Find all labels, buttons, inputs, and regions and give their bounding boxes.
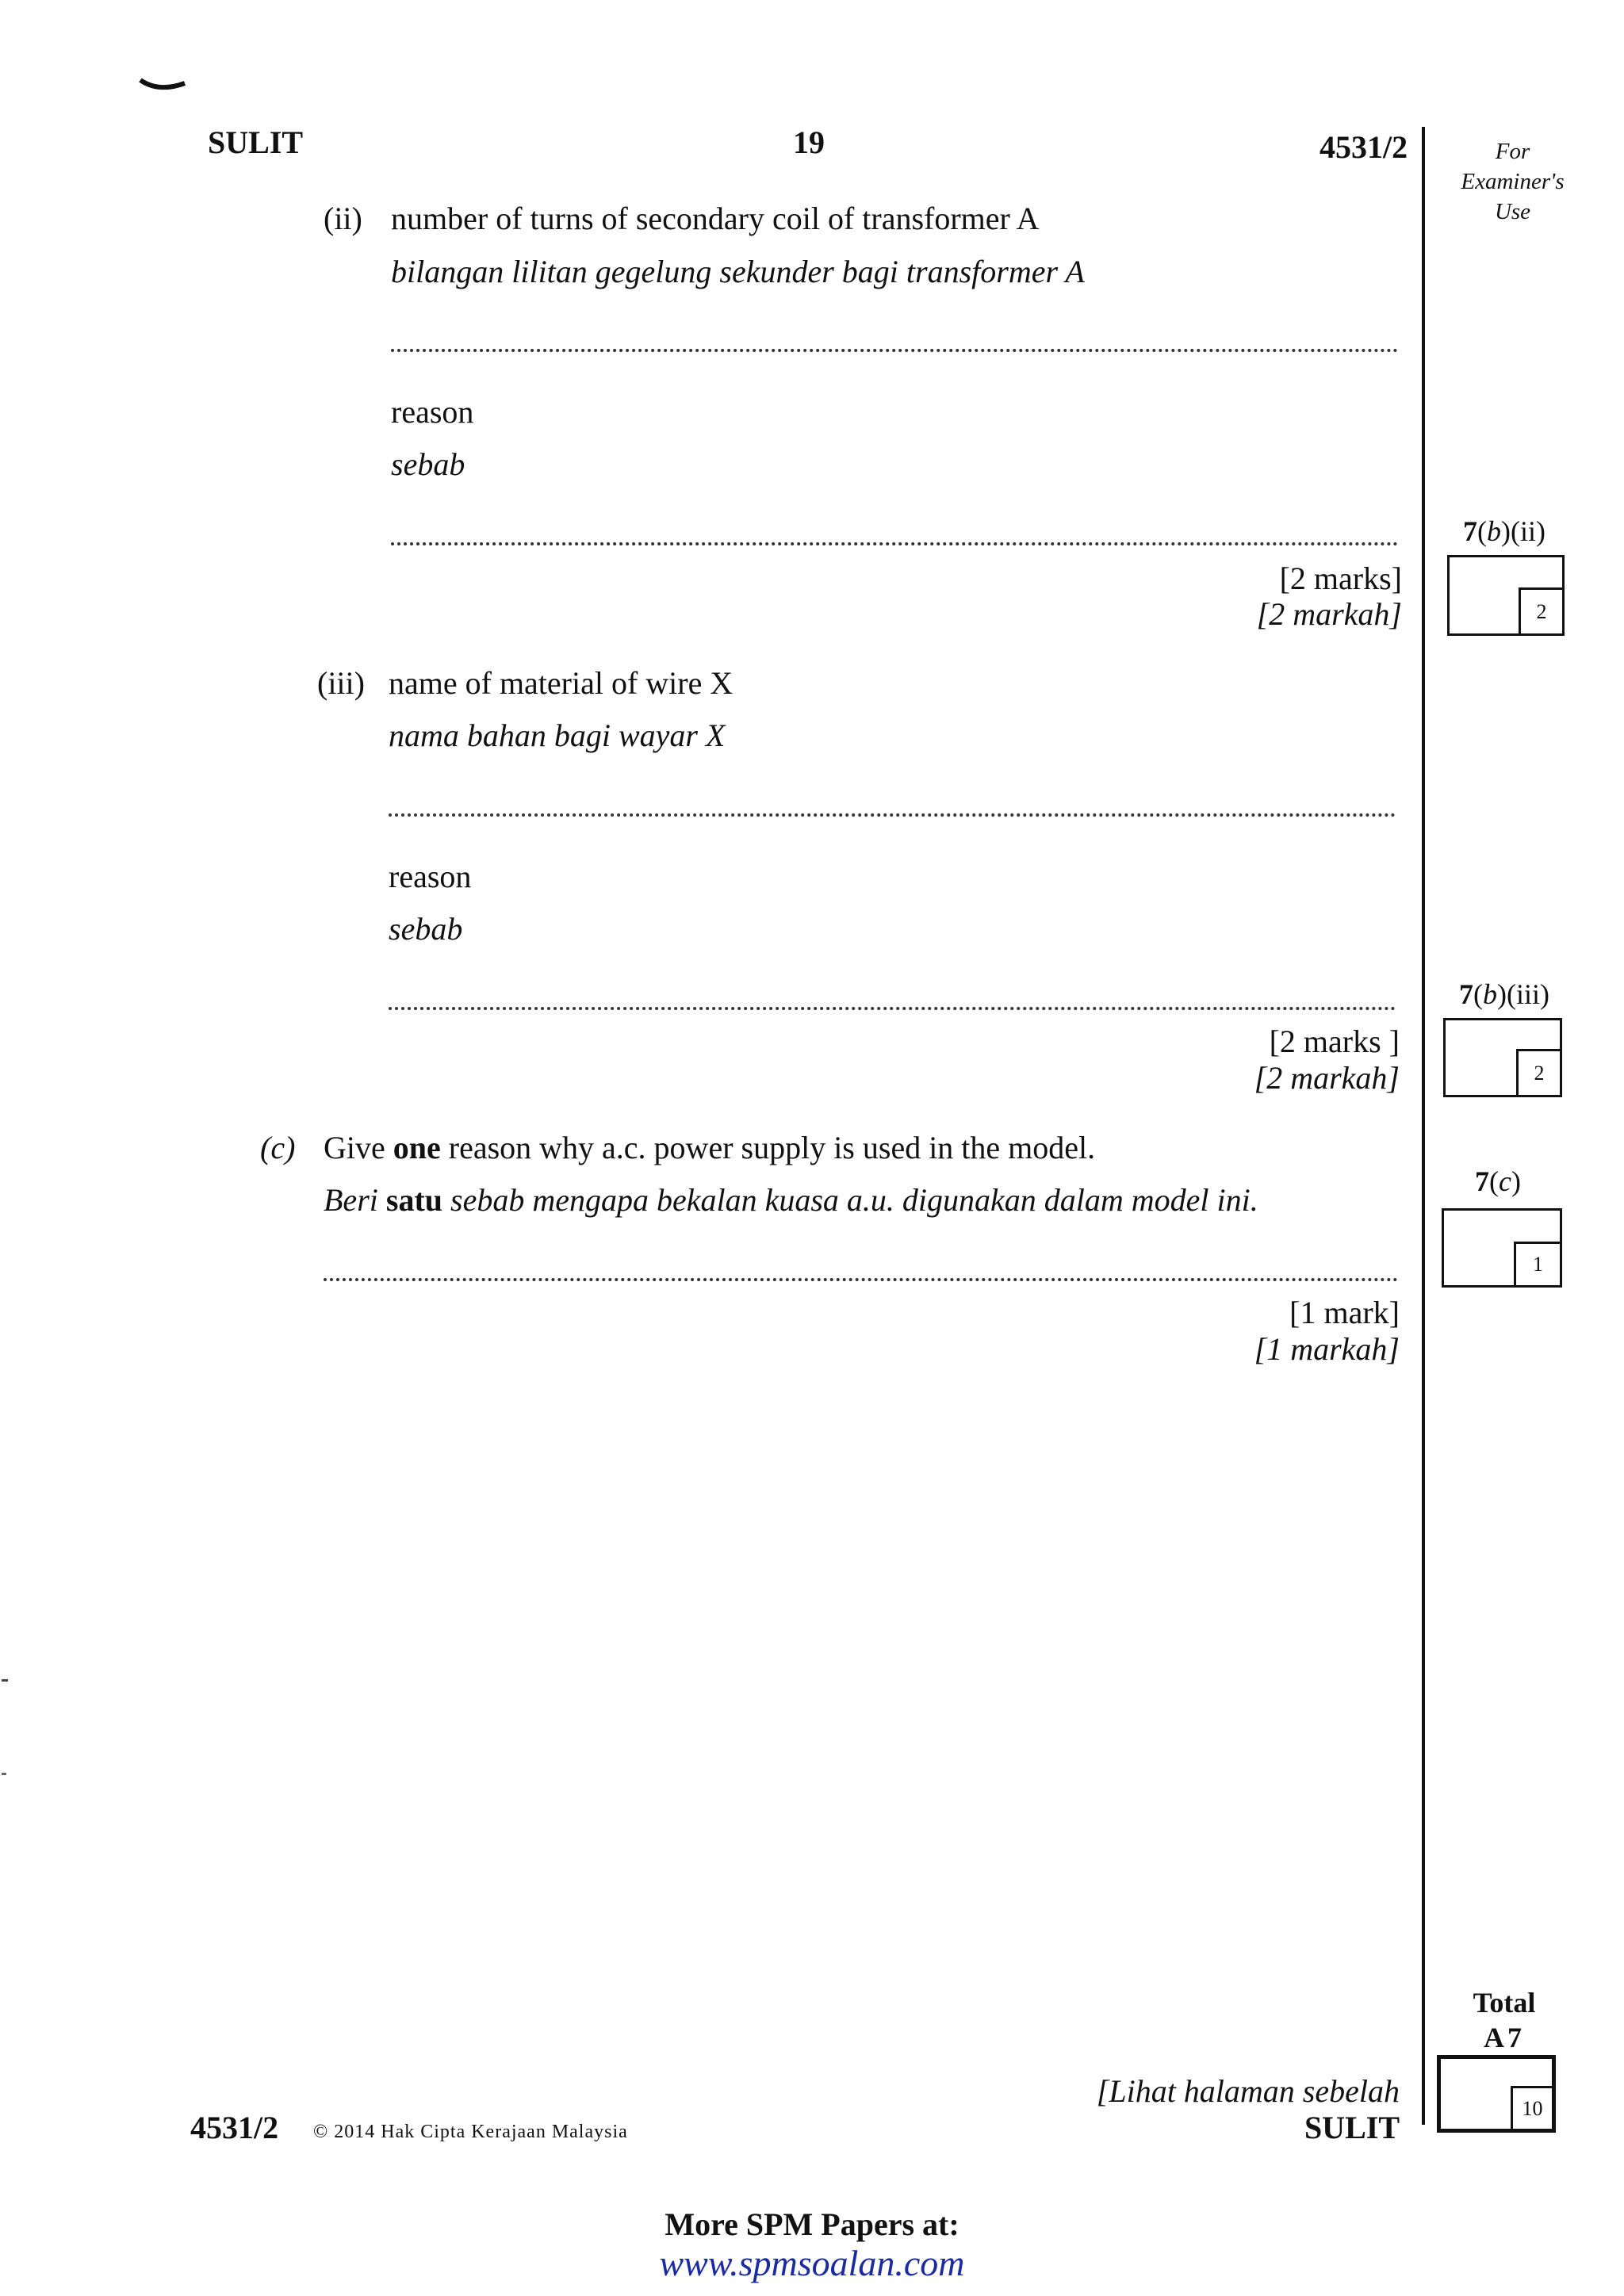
q7b-iii-answer-line-2[interactable] (389, 1007, 1396, 1010)
total-max-score: 10 (1511, 2086, 1552, 2129)
q7c-marks-ms: [1 markah] (1254, 1331, 1400, 1367)
q7b-ii-question-en: number of turns of secondary coil of transformer A (391, 201, 1040, 236)
total-score-box[interactable] (1437, 2055, 1556, 2133)
q7c-box-label: 7(c) (1475, 1165, 1521, 1197)
total-label: Total (1473, 1987, 1536, 2019)
q7b-iii-question-en: name of material of wire X (389, 665, 733, 701)
q7b-iii-question-ms: nama bahan bagi wayar X (389, 718, 726, 753)
q7c-answer-line[interactable] (324, 1278, 1398, 1281)
q7b-iii-answer-line-1[interactable] (389, 813, 1396, 817)
q7c-marks-en: [1 mark] (1289, 1295, 1400, 1330)
q7c-question-en: Give one reason why a.c. power supply is used in the model. (324, 1130, 1096, 1165)
header-sulit: SULIT (208, 124, 304, 160)
total-section: A7 (1484, 2022, 1525, 2053)
q7b-ii-box-label: 7(b)(ii) (1463, 515, 1545, 547)
q7b-iii-max-score: 2 (1516, 1049, 1560, 1095)
examiner-column-title: For Examiner's Use (1461, 139, 1565, 224)
footer-copyright: © 2014 Hak Cipta Kerajaan Malaysia (313, 2122, 628, 2142)
footer-code: 4531/2 (190, 2110, 279, 2145)
examiner-margin-line (1422, 127, 1425, 2125)
q7b-ii-marks-ms: [2 markah] (1256, 596, 1402, 632)
q7b-iii-reason-en: reason (389, 859, 472, 894)
promo-link[interactable]: www.spmsoalan.com (659, 2243, 965, 2283)
q7b-iii-reason-ms: sebab (389, 911, 463, 947)
q7c-question-ms: Beri satu sebab mengapa bekalan kuasa a.u. digunakan dalam model ini. (324, 1182, 1258, 1218)
q7b-iii-marks-ms: [2 markah] (1254, 1060, 1400, 1096)
q7b-ii-answer-line-2[interactable] (391, 542, 1398, 545)
q7c-score-box[interactable] (1442, 1208, 1562, 1288)
q7c-label: (c) (260, 1130, 296, 1165)
q7b-iii-score-box[interactable] (1443, 1018, 1562, 1097)
footer-next-page: [Lihat halaman sebelah (1096, 2073, 1400, 2109)
examiner-margin-line-lower (1422, 2069, 1425, 2117)
q7b-iii-label: (iii) (317, 665, 365, 701)
q7b-ii-marks-en: [2 marks] (1279, 561, 1402, 596)
q7b-ii-label: (ii) (324, 201, 362, 236)
q7b-ii-reason-en: reason (391, 394, 474, 430)
q7b-ii-score-box[interactable] (1447, 555, 1565, 636)
scan-speck (2, 1773, 6, 1775)
q7b-ii-max-score: 2 (1519, 587, 1562, 633)
scan-mark (139, 75, 186, 99)
page-number: 19 (793, 124, 825, 160)
q7b-iii-marks-en: [2 marks ] (1269, 1024, 1400, 1059)
paper-code: 4531/2 (1320, 129, 1408, 165)
q7c-max-score: 1 (1514, 1242, 1560, 1285)
promo-text: More SPM Papers at: (665, 2206, 959, 2242)
q7b-ii-answer-line-1[interactable] (391, 349, 1398, 352)
q7b-iii-box-label: 7(b)(iii) (1459, 978, 1549, 1010)
footer-sulit: SULIT (1304, 2110, 1400, 2145)
q7b-ii-question-ms: bilangan lilitan gegelung sekunder bagi transformer A (391, 254, 1085, 289)
scan-speck (2, 1679, 8, 1682)
q7b-ii-reason-ms: sebab (391, 446, 465, 482)
